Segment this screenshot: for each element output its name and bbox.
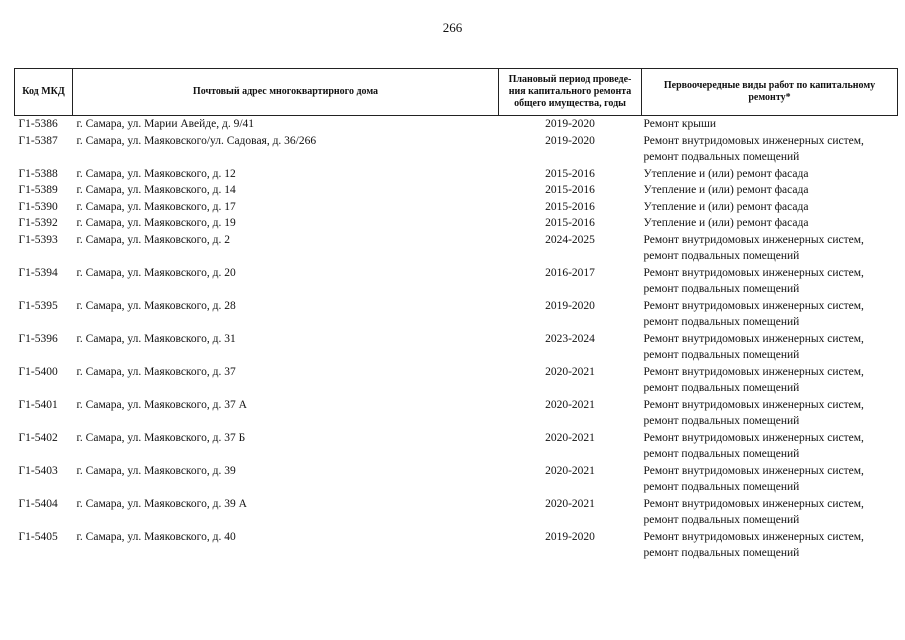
- mkd-code-cell: Г1-5393: [18, 233, 58, 246]
- works-line: Ремонт внутридомовых инженерных систем,: [643, 431, 864, 444]
- period-cell: 2015-2016: [545, 167, 595, 180]
- works-cell: [642, 133, 898, 166]
- works-line: ремонт подвальных помещений: [643, 250, 800, 262]
- works-line: Ремонт крыши: [643, 118, 717, 130]
- address-cell: г. Самара, ул. Маяковского, д. 17: [76, 200, 236, 213]
- mkd-code-cell: Г1-5404: [18, 497, 58, 510]
- table-row: [15, 397, 898, 430]
- works-line: ремонт подвальных помещений: [643, 283, 800, 295]
- mkd-code-cell: Г1-5400: [18, 365, 58, 378]
- address-cell: г. Самара, ул. Маяковского, д. 37: [76, 365, 236, 378]
- works-line: Ремонт внутридомовых инженерных систем,: [643, 365, 864, 378]
- period-cell: 2020-2021: [545, 464, 595, 477]
- table-row: [15, 298, 898, 331]
- works-line: Утепление и (или) ремонт фасада: [643, 217, 809, 229]
- period-cell: 2020-2021: [545, 365, 595, 378]
- table-row: [15, 232, 898, 265]
- mkd-code-cell: Г1-5386: [18, 118, 58, 130]
- repair-schedule-table: [14, 68, 898, 562]
- address-cell: г. Самара, ул. Маяковского, д. 40: [76, 530, 236, 543]
- mkd-code-cell: Г1-5396: [18, 332, 58, 345]
- mkd-code-cell: Г1-5389: [18, 184, 58, 196]
- table-row: [15, 215, 898, 232]
- works-line: Утепление и (или) ремонт фасада: [643, 184, 809, 196]
- mkd-code-cell: Г1-5390: [18, 200, 58, 213]
- mkd-code-cell: Г1-5403: [18, 464, 58, 477]
- works-line: Ремонт внутридомовых инженерных систем,: [643, 134, 864, 147]
- address-cell: г. Самара, ул. Маяковского/ул. Садовая, д. 36/266: [76, 134, 317, 147]
- period-cell: 2023-2024: [545, 332, 595, 345]
- works-line: Ремонт внутридомовых инженерных систем,: [643, 332, 864, 345]
- mkd-code-cell: Г1-5392: [18, 217, 58, 229]
- period-cell: 2019-2020: [545, 118, 595, 130]
- mkd-code-cell: Г1-5394: [18, 266, 58, 279]
- works-cell: [642, 215, 898, 232]
- works-cell: [642, 265, 898, 298]
- period-cell: 2020-2021: [545, 398, 595, 411]
- period-cell: 2024-2025: [545, 233, 595, 246]
- period-cell: 2019-2020: [545, 134, 595, 147]
- period-cell: 2015-2016: [545, 200, 595, 213]
- table-row: [15, 430, 898, 463]
- works-line: ремонт подвальных помещений: [643, 481, 800, 493]
- address-cell: г. Самара, ул. Марии Авейде, д. 9/41: [76, 118, 255, 130]
- header-address: Почтовый адрес многоквартирного дома: [73, 69, 499, 116]
- period-cell: 2019-2020: [545, 530, 595, 543]
- address-cell: г. Самара, ул. Маяковского, д. 39: [76, 464, 236, 477]
- address-cell: г. Самара, ул. Маяковского, д. 37 А: [76, 398, 247, 411]
- table-row: [15, 182, 898, 199]
- table-row: [15, 166, 898, 183]
- table-row: [15, 364, 898, 397]
- works-line: ремонт подвальных помещений: [643, 547, 800, 559]
- address-cell: г. Самара, ул. Маяковского, д. 37 Б: [76, 431, 246, 444]
- address-cell: г. Самара, ул. Маяковского, д. 2: [76, 233, 230, 246]
- mkd-code-cell: Г1-5388: [18, 167, 58, 180]
- works-line: ремонт подвальных помещений: [643, 514, 800, 526]
- works-cell: [642, 182, 898, 199]
- mkd-code-cell: Г1-5402: [18, 431, 58, 444]
- works-line: Ремонт внутридомовых инженерных систем,: [643, 398, 864, 411]
- works-line: ремонт подвальных помещений: [643, 382, 800, 394]
- works-cell: [642, 364, 898, 397]
- mkd-code-cell: Г1-5395: [18, 299, 58, 312]
- table-row: [15, 529, 898, 562]
- table-body: [15, 116, 898, 562]
- works-cell: [642, 232, 898, 265]
- works-line: Утепление и (или) ремонт фасада: [643, 200, 809, 213]
- works-line: Ремонт внутридомовых инженерных систем,: [643, 464, 864, 477]
- works-line: ремонт подвальных помещений: [643, 349, 800, 361]
- table-row: [15, 116, 898, 133]
- works-cell: [642, 463, 898, 496]
- table-row: [15, 199, 898, 216]
- address-cell: г. Самара, ул. Маяковского, д. 39 А: [76, 497, 247, 510]
- works-line: Ремонт внутридомовых инженерных систем,: [643, 530, 864, 543]
- works-cell: [642, 331, 898, 364]
- works-cell: [642, 430, 898, 463]
- works-cell: [642, 496, 898, 529]
- mkd-code-cell: Г1-5387: [18, 134, 58, 147]
- table-header: [15, 69, 898, 116]
- mkd-code-cell: Г1-5401: [18, 398, 58, 411]
- works-line: Ремонт внутридомовых инженерных систем,: [643, 497, 864, 510]
- address-cell: г. Самара, ул. Маяковского, д. 12: [76, 167, 236, 180]
- works-cell: [642, 397, 898, 430]
- address-cell: г. Самара, ул. Маяковского, д. 20: [76, 266, 236, 279]
- page-number: 266: [442, 20, 463, 35]
- header-works: Первоочередные виды работ по капитальному ремонту*: [642, 69, 898, 116]
- table-row: [15, 265, 898, 298]
- works-line: Утепление и (или) ремонт фасада: [643, 167, 809, 180]
- table-row: [15, 331, 898, 364]
- works-line: Ремонт внутридомовых инженерных систем,: [643, 299, 864, 312]
- works-line: Ремонт внутридомовых инженерных систем,: [643, 266, 864, 279]
- works-cell: [642, 529, 898, 562]
- table-row: [15, 496, 898, 529]
- table-row: [15, 133, 898, 166]
- works-cell: [642, 199, 898, 216]
- works-cell: [642, 166, 898, 183]
- period-cell: 2019-2020: [545, 299, 595, 312]
- works-line: Ремонт внутридомовых инженерных систем,: [643, 233, 864, 246]
- period-cell: 2015-2016: [545, 184, 595, 196]
- works-line: ремонт подвальных помещений: [643, 151, 800, 163]
- period-cell: 2020-2021: [545, 431, 595, 444]
- works-line: ремонт подвальных помещений: [643, 415, 800, 427]
- address-cell: г. Самара, ул. Маяковского, д. 31: [76, 332, 236, 345]
- works-line: ремонт подвальных помещений: [643, 448, 800, 460]
- address-cell: г. Самара, ул. Маяковского, д. 19: [76, 217, 236, 229]
- header-period: Плановый период проведе-ния капитального ремонта общего имущества, годы: [499, 69, 642, 116]
- works-cell: [642, 116, 898, 133]
- works-line: ремонт подвальных помещений: [643, 316, 800, 328]
- period-cell: 2020-2021: [545, 497, 595, 510]
- period-cell: 2015-2016: [545, 217, 595, 229]
- mkd-code-cell: Г1-5405: [18, 530, 58, 543]
- address-cell: г. Самара, ул. Маяковского, д. 28: [76, 299, 236, 312]
- address-cell: г. Самара, ул. Маяковского, д. 14: [76, 184, 236, 196]
- table-row: [15, 463, 898, 496]
- header-code: Код МКД: [15, 69, 73, 116]
- works-cell: [642, 298, 898, 331]
- period-cell: 2016-2017: [545, 266, 595, 279]
